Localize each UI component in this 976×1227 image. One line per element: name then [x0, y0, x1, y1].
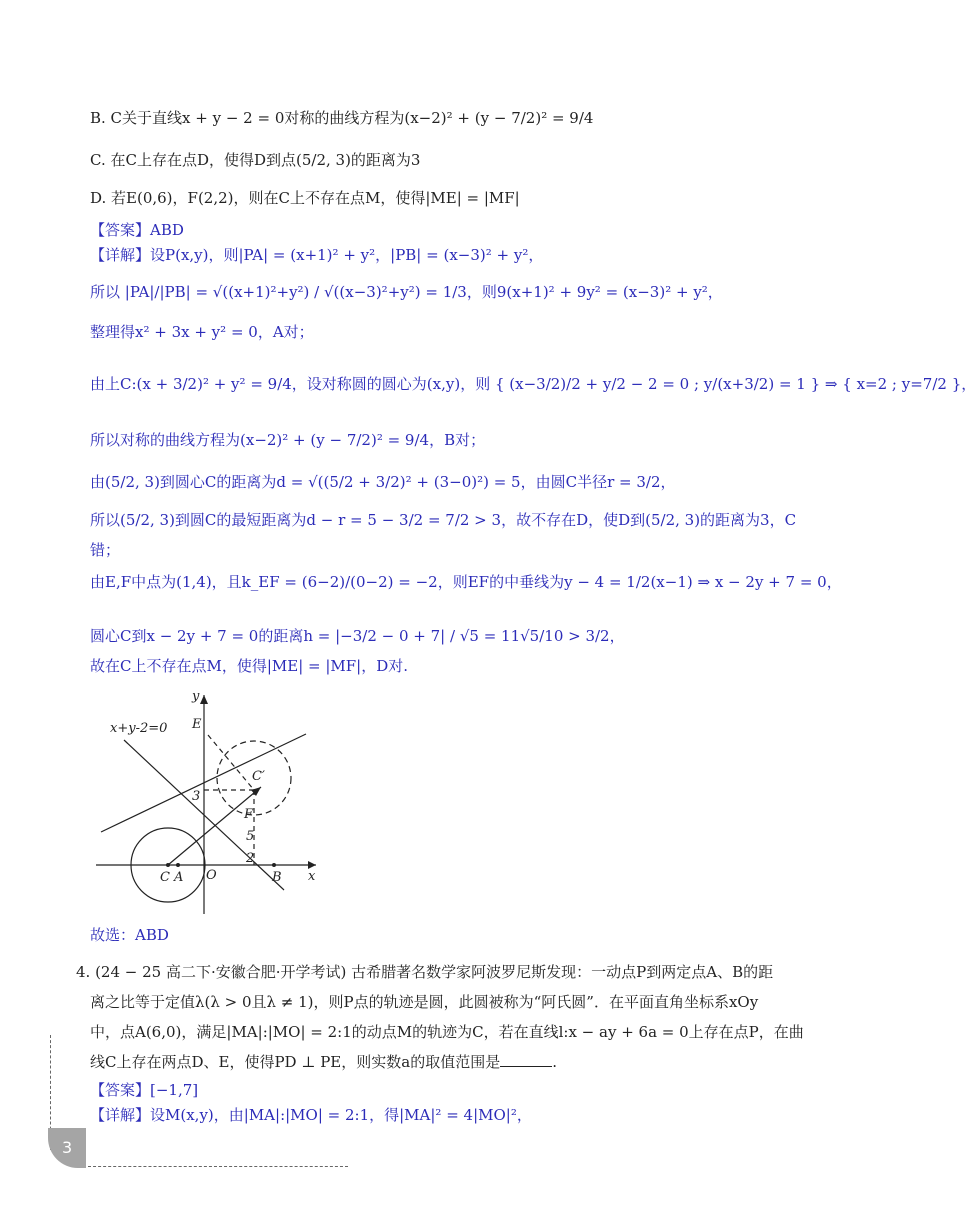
q3-detail-8: 由E,F中点为(1,4)，且k_EF = (6−2)/(0−2) = −2，则EF的中垂线为y − 4 = 1/2(x−1) ⇒ x − 2y + 7 = 0， — [90, 573, 842, 591]
q3-detail-10: 故在C上不存在点M，使得|ME| = |MF|，D对. — [90, 657, 409, 675]
q3-detail-7: 所以(5/2, 3)到圆C的最短距离为d − r = 5 − 3/2 = 7/2 > 3，故不存在D，使D到(5/2, 3)的距离为3，C — [90, 511, 797, 529]
option-c: C. 在C上存在点D，使得D到点(5/2, 3)的距离为3 — [90, 151, 421, 169]
footer-dashed-line — [88, 1166, 348, 1167]
q4-line-1: 4. (24 − 25 高二下·安徽合肥·开学考试) 古希腊著名数学家阿波罗尼斯发现：一动点P到两定点A、B的距 — [76, 963, 774, 981]
line-label: x+y-2=0 — [110, 721, 168, 736]
two-label: 2 — [246, 851, 255, 866]
y-axis-arrow — [200, 695, 208, 704]
three-label: 3 — [192, 789, 201, 804]
q3-choose: 故选：ABD — [90, 926, 169, 944]
q3-detail-4: 由上C:(x + 3/2)² + y² = 9/4，设对称圆的圆心为(x,y)，则 { (x−3/2)/2 + y/2 − 2 = 0 ; y/(x+3/2) = 1 } ⇒ { x=2 ; y=7/2 }， — [90, 375, 976, 393]
x-axis-arrow — [308, 861, 316, 869]
option-d: D. 若E(0,6)，F(2,2)，则在C上不存在点M，使得|ME| = |MF| — [90, 189, 520, 207]
x-label: x — [308, 869, 316, 884]
answer-blank — [500, 1052, 552, 1067]
f-label: F — [244, 807, 254, 822]
b-label: B — [272, 870, 282, 885]
q3-detail-3: 整理得x² + 3x + y² = 0，A对； — [90, 323, 314, 341]
q3-detail-5: 所以对称的曲线方程为(x−2)² + (y − 7/2)² = 9/4，B对； — [90, 431, 486, 449]
q3-detail-9: 圆心C到x − 2y + 7 = 0的距离h = |−3/2 − 0 + 7| / √5 = 11√5/10 > 3/2， — [90, 627, 625, 645]
q4-line-3: 中，点A(6,0)，满足|MA|:|MO| = 2:1的动点M的轨迹为C，若在直线l:x − ay + 6a = 0上存在点P，在曲 — [90, 1023, 804, 1041]
q3-detail-7b: 错； — [90, 541, 121, 559]
point-c — [166, 863, 170, 867]
option-b: B. C关于直线x + y − 2 = 0对称的曲线方程为(x−2)² + (y − 7/2)² = 9/4 — [90, 109, 594, 127]
q4-answer: 【答案】[−1,7] — [90, 1081, 199, 1099]
page-number: 3 — [62, 1138, 73, 1157]
a-label: A — [174, 870, 184, 885]
c-prime-label: C′ — [252, 769, 265, 784]
e-label: E — [192, 717, 202, 732]
q3-detail-2: 所以 |PA|/|PB| = √((x+1)²+y²) / √((x−3)²+y²) = 1/3，则9(x+1)² + 9y² = (x−3)² + y²， — [90, 283, 723, 301]
q4-line-4-end: . — [552, 1053, 557, 1071]
q4-line-2: 离之比等于定值λ(λ > 0且λ ≠ 1)，则P点的轨迹是圆，此圆被称为“阿氏圆”．在平面直角坐标系xOy — [90, 993, 759, 1011]
q3-detail-6: 由(5/2, 3)到圆心C的距离为d = √((5/2 + 3/2)² + (3−0)²) = 5，由圆C半径r = 3/2， — [90, 473, 676, 491]
o-label: O — [206, 868, 217, 883]
q4-detail: 【详解】设M(x,y)，由|MA|:|MO| = 2:1，得|MA|² = 4|MO|²， — [90, 1106, 532, 1124]
geometry-figure — [96, 690, 326, 920]
q4-line-4: 线C上存在两点D、E，使得PD ⊥ PE，则实数a的取值范围是 — [90, 1053, 501, 1071]
point-b — [272, 863, 276, 867]
q3-detail-1: 【详解】设P(x,y)，则|PA| = (x+1)² + y²，|PB| = (x−3)² + y²， — [90, 246, 544, 264]
c-label: C — [160, 870, 170, 885]
y-label: y — [192, 689, 200, 704]
point-a — [176, 863, 180, 867]
q3-answer: 【答案】ABD — [90, 221, 184, 239]
five-half-label: 5 — [246, 829, 255, 844]
q4-line-4-wrap — [90, 1052, 557, 1072]
